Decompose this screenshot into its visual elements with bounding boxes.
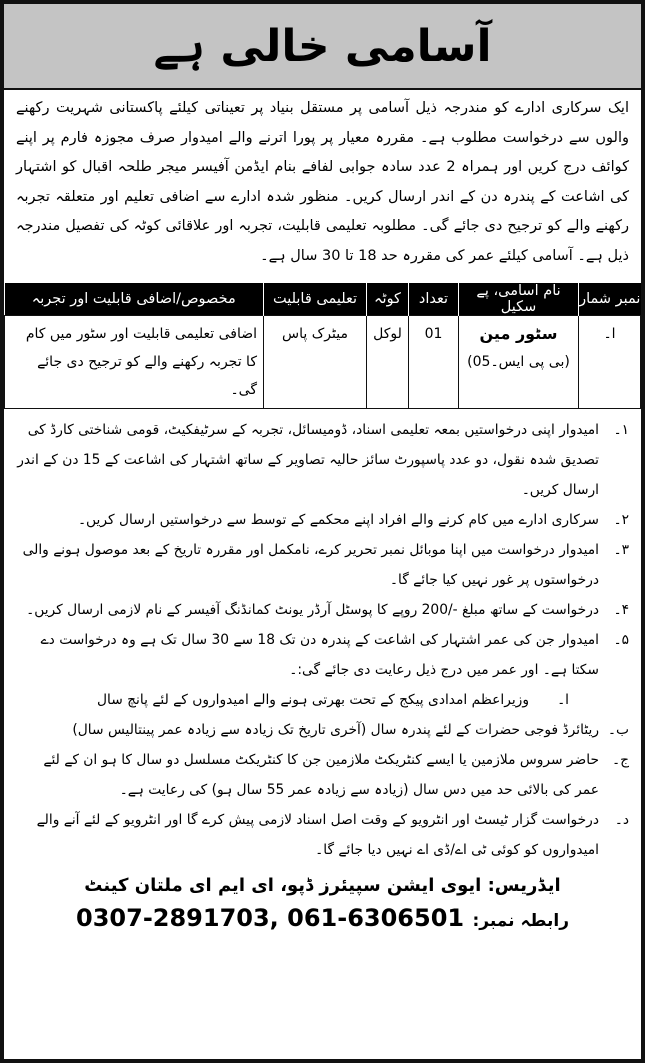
intro-paragraph: ایک سرکاری ادارے کو مندرجہ ذیل آسامی پر مستقل بنیاد پر تعیناتی کیلئے پاکستانی شہریت رکھنے والوں سے درخواست مطلوب ہے۔ مقررہ معیار پر پورا اترنے والے امیدوار صرف مجوزہ فارم پر اپنے کوائف درج کریں اور ہمراہ 2 عدد سادہ جوابی لفافے بنام ایڈمن آفیسر میجر طلحہ اقبال کو اشتہار کی اشاعت کے پندرہ دن کے اندر ارسال کریں۔ منظور شدہ ادارے سے اضافی تعلیم اور متعلقہ تجربہ رکھنے والے کو ترجیح دی جائے گی۔ مطلوبہ تعلیمی قابلیت، تجربہ اور علاقائی کوٹہ کی تفصیل مندرجہ ذیل ہے۔ آسامی کیلئے عمر کی مقررہ حد 18 تا 30 سال ہے۔: [16, 100, 630, 264]
subitem-text: ریٹائرڈ فوجی حضرات کے لئے پندرہ سال (آخری تاریخ تک زیادہ سے زیادہ عمر پینتالیس سال): [72, 722, 599, 738]
header-serial: نمبر شمار: [579, 283, 641, 316]
cell-quota: لوکل: [367, 316, 409, 409]
age-relaxation-item: [16, 745, 629, 805]
cell-qualification: میٹرک پاس: [264, 316, 367, 409]
item-number: ۴۔: [613, 602, 629, 618]
cell-count: 01: [409, 316, 459, 409]
instructions-list: [4, 409, 641, 936]
phone-numbers: 0307-2891703, 061-6306501: [76, 904, 465, 932]
item-text: سرکاری ادارے میں کام کرنے والے افراد اپنے محکمے کے توسط سے درخواستیں ارسال کریں۔: [77, 512, 599, 528]
item-text: درخواست کے ساتھ مبلغ -/200 روپے کا پوسٹل آرڈر یونٹ کمانڈنگ آفیسر کے نام لازمی ارسال کریں۔: [26, 602, 599, 618]
list-item: [16, 595, 629, 625]
age-relaxation-item: [16, 805, 629, 865]
cell-extra: اضافی تعلیمی قابلیت اور سٹور میں کام کا تجربہ رکھنے والے کو ترجیح دی جائے گی۔: [5, 316, 264, 409]
item-number: ۵۔: [613, 632, 629, 648]
vacancy-table: [4, 283, 641, 409]
item-text: امیدوار جن کی عمر اشتہار کی اشاعت کے پندرہ دن تک 18 سے 30 سال تک ہے وہ درخواست دے سکتا ہے۔ اور عمر میں درج ذیل رعایت دی جائے گی:۔: [40, 632, 599, 678]
subitem-letter: ا۔: [557, 692, 569, 708]
subitem-text: حاضر سروس ملازمین یا ایسے کنٹریکٹ ملازمین جن کا کنٹریکٹ مسلسل دو سال کا ہو ان کے لئے عمر کی بالائی حد میں دس سال (زیادہ سے زیادہ عمر 55 سال ہو) کی رعایت ہے۔: [43, 752, 599, 798]
header-count: تعداد: [409, 283, 459, 316]
age-relaxation-item: [16, 685, 629, 715]
table-header-row: [5, 283, 641, 316]
subitem-letter: ب۔: [607, 722, 629, 738]
item-number: ۲۔: [613, 512, 629, 528]
item-number: ۱۔: [613, 422, 629, 438]
contact-label: رابطہ نمبر:: [472, 911, 569, 931]
list-item: [16, 535, 629, 595]
item-number: ۳۔: [613, 542, 629, 558]
subitem-letter: د۔: [614, 812, 629, 828]
cell-post: [459, 316, 579, 409]
subitem-text: درخواست گزار ٹیسٹ اور انٹرویو کے وقت اصل اسناد لازمی پیش کرے گا اور انٹرویو کے لئے آنے والے امیدواروں کو کوئی ٹی اے/ڈی اے نہیں دیا جائے گا۔: [36, 812, 599, 858]
age-relaxation-item: [16, 715, 629, 745]
pay-scale: (بی پی ایس۔05): [467, 354, 570, 370]
list-item: [16, 505, 629, 535]
table-row: [5, 316, 641, 409]
header-qualification: تعلیمی قابلیت: [264, 283, 367, 316]
item-text: امیدوار اپنی درخواستیں بمعہ تعلیمی اسناد، ڈومیسائل، تجربہ کے سرٹیفکیٹ، قومی شناختی کارڈ کی تصدیق شدہ نقول، دو عدد پاسپورٹ سائز حالیہ تصاویر کے ساتھ اشتہار کی اشاعت کے 15 دن کے اندر ارسال کریں۔: [17, 422, 599, 498]
post-name: سٹور مین: [479, 324, 558, 343]
cell-serial: ا۔: [579, 316, 641, 409]
item-text: امیدوار درخواست میں اپنا موبائل نمبر تحریر کرے، نامکمل اور مقررہ تاریخ کے بعد موصول ہونے والی درخواستوں پر غور نہیں کیا جائے گا۔: [22, 542, 599, 588]
header-post: نام آسامی، پے سکیل: [459, 283, 579, 316]
contact-numbers: [16, 903, 629, 936]
header-quota: کوٹہ: [367, 283, 409, 316]
address: ایڈریس: ایوی ایشن سپیئرز ڈپو، ای ایم ای ملتان کینٹ: [84, 875, 561, 896]
ad-title: آسامی خالی ہے: [4, 4, 641, 90]
subitem-text: وزیراعظم امدادی پیکج کے تحت بھرتی ہونے والے امیدواروں کے لئے پانچ سال: [96, 692, 529, 708]
list-item: [16, 415, 629, 505]
subitem-letter: ج۔: [612, 752, 629, 768]
list-item: [16, 625, 629, 685]
header-extra: مخصوص/اضافی قابلیت اور تجربہ: [5, 283, 264, 316]
